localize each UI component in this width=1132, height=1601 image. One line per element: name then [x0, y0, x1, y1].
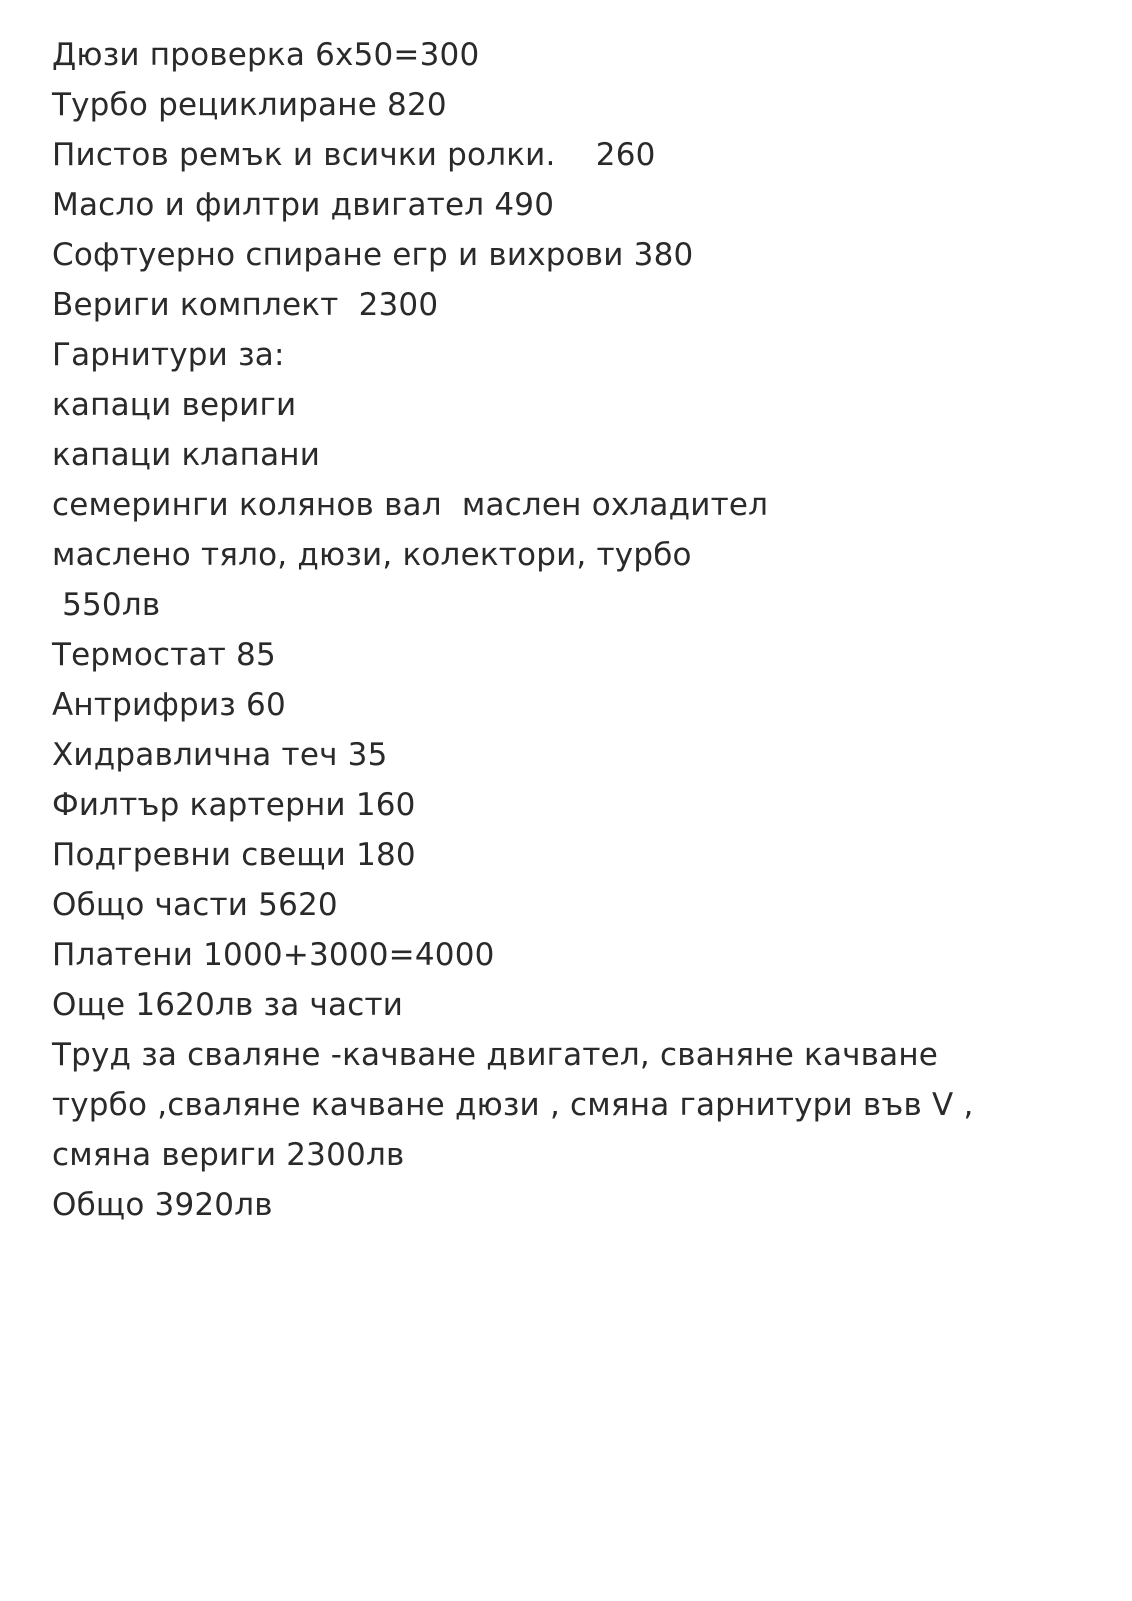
text-line: 550лв [52, 587, 161, 623]
text-line: Филтър картерни 160 [52, 787, 416, 823]
text-line: Пистов ремък и всички ролки. 260 [52, 137, 656, 173]
text-line: Вериги комплект 2300 [52, 287, 439, 323]
text-line: Платени 1000+3000=4000 [52, 937, 495, 973]
text-line: маслено тяло, дюзи, колектори, турбо [52, 537, 692, 573]
text-line: Масло и филтри двигател 490 [52, 187, 555, 223]
text-line: капаци вериги [52, 387, 297, 423]
text-line: Още 1620лв за части [52, 987, 404, 1023]
text-line: турбо ,сваляне качване дюзи , смяна гарнитури във V , [52, 1087, 974, 1123]
text-line: Турбо рециклиране 820 [52, 87, 447, 123]
text-line: Термостат 85 [52, 637, 276, 673]
text-line: капаци клапани [52, 437, 321, 473]
text-line: Дюзи проверка 6х50=300 [52, 37, 480, 73]
text-line: Общо 3920лв [52, 1187, 273, 1223]
text-line: Софтуерно спиране егр и вихрови 380 [52, 237, 694, 273]
text-line: Хидравлична теч 35 [52, 737, 388, 773]
text-line: Гарнитури за: [52, 337, 285, 373]
text-line: Труд за сваляне -качване двигател, сваняне качване [52, 1037, 939, 1073]
text-line: смяна вериги 2300лв [52, 1137, 405, 1173]
text-line: Подгревни свещи 180 [52, 837, 416, 873]
text-line: Антрифриз 60 [52, 687, 286, 723]
text-line: семеринги колянов вал маслен охладител [52, 487, 769, 523]
text-line: Общо части 5620 [52, 887, 338, 923]
note-text-block [52, 30, 1080, 1230]
